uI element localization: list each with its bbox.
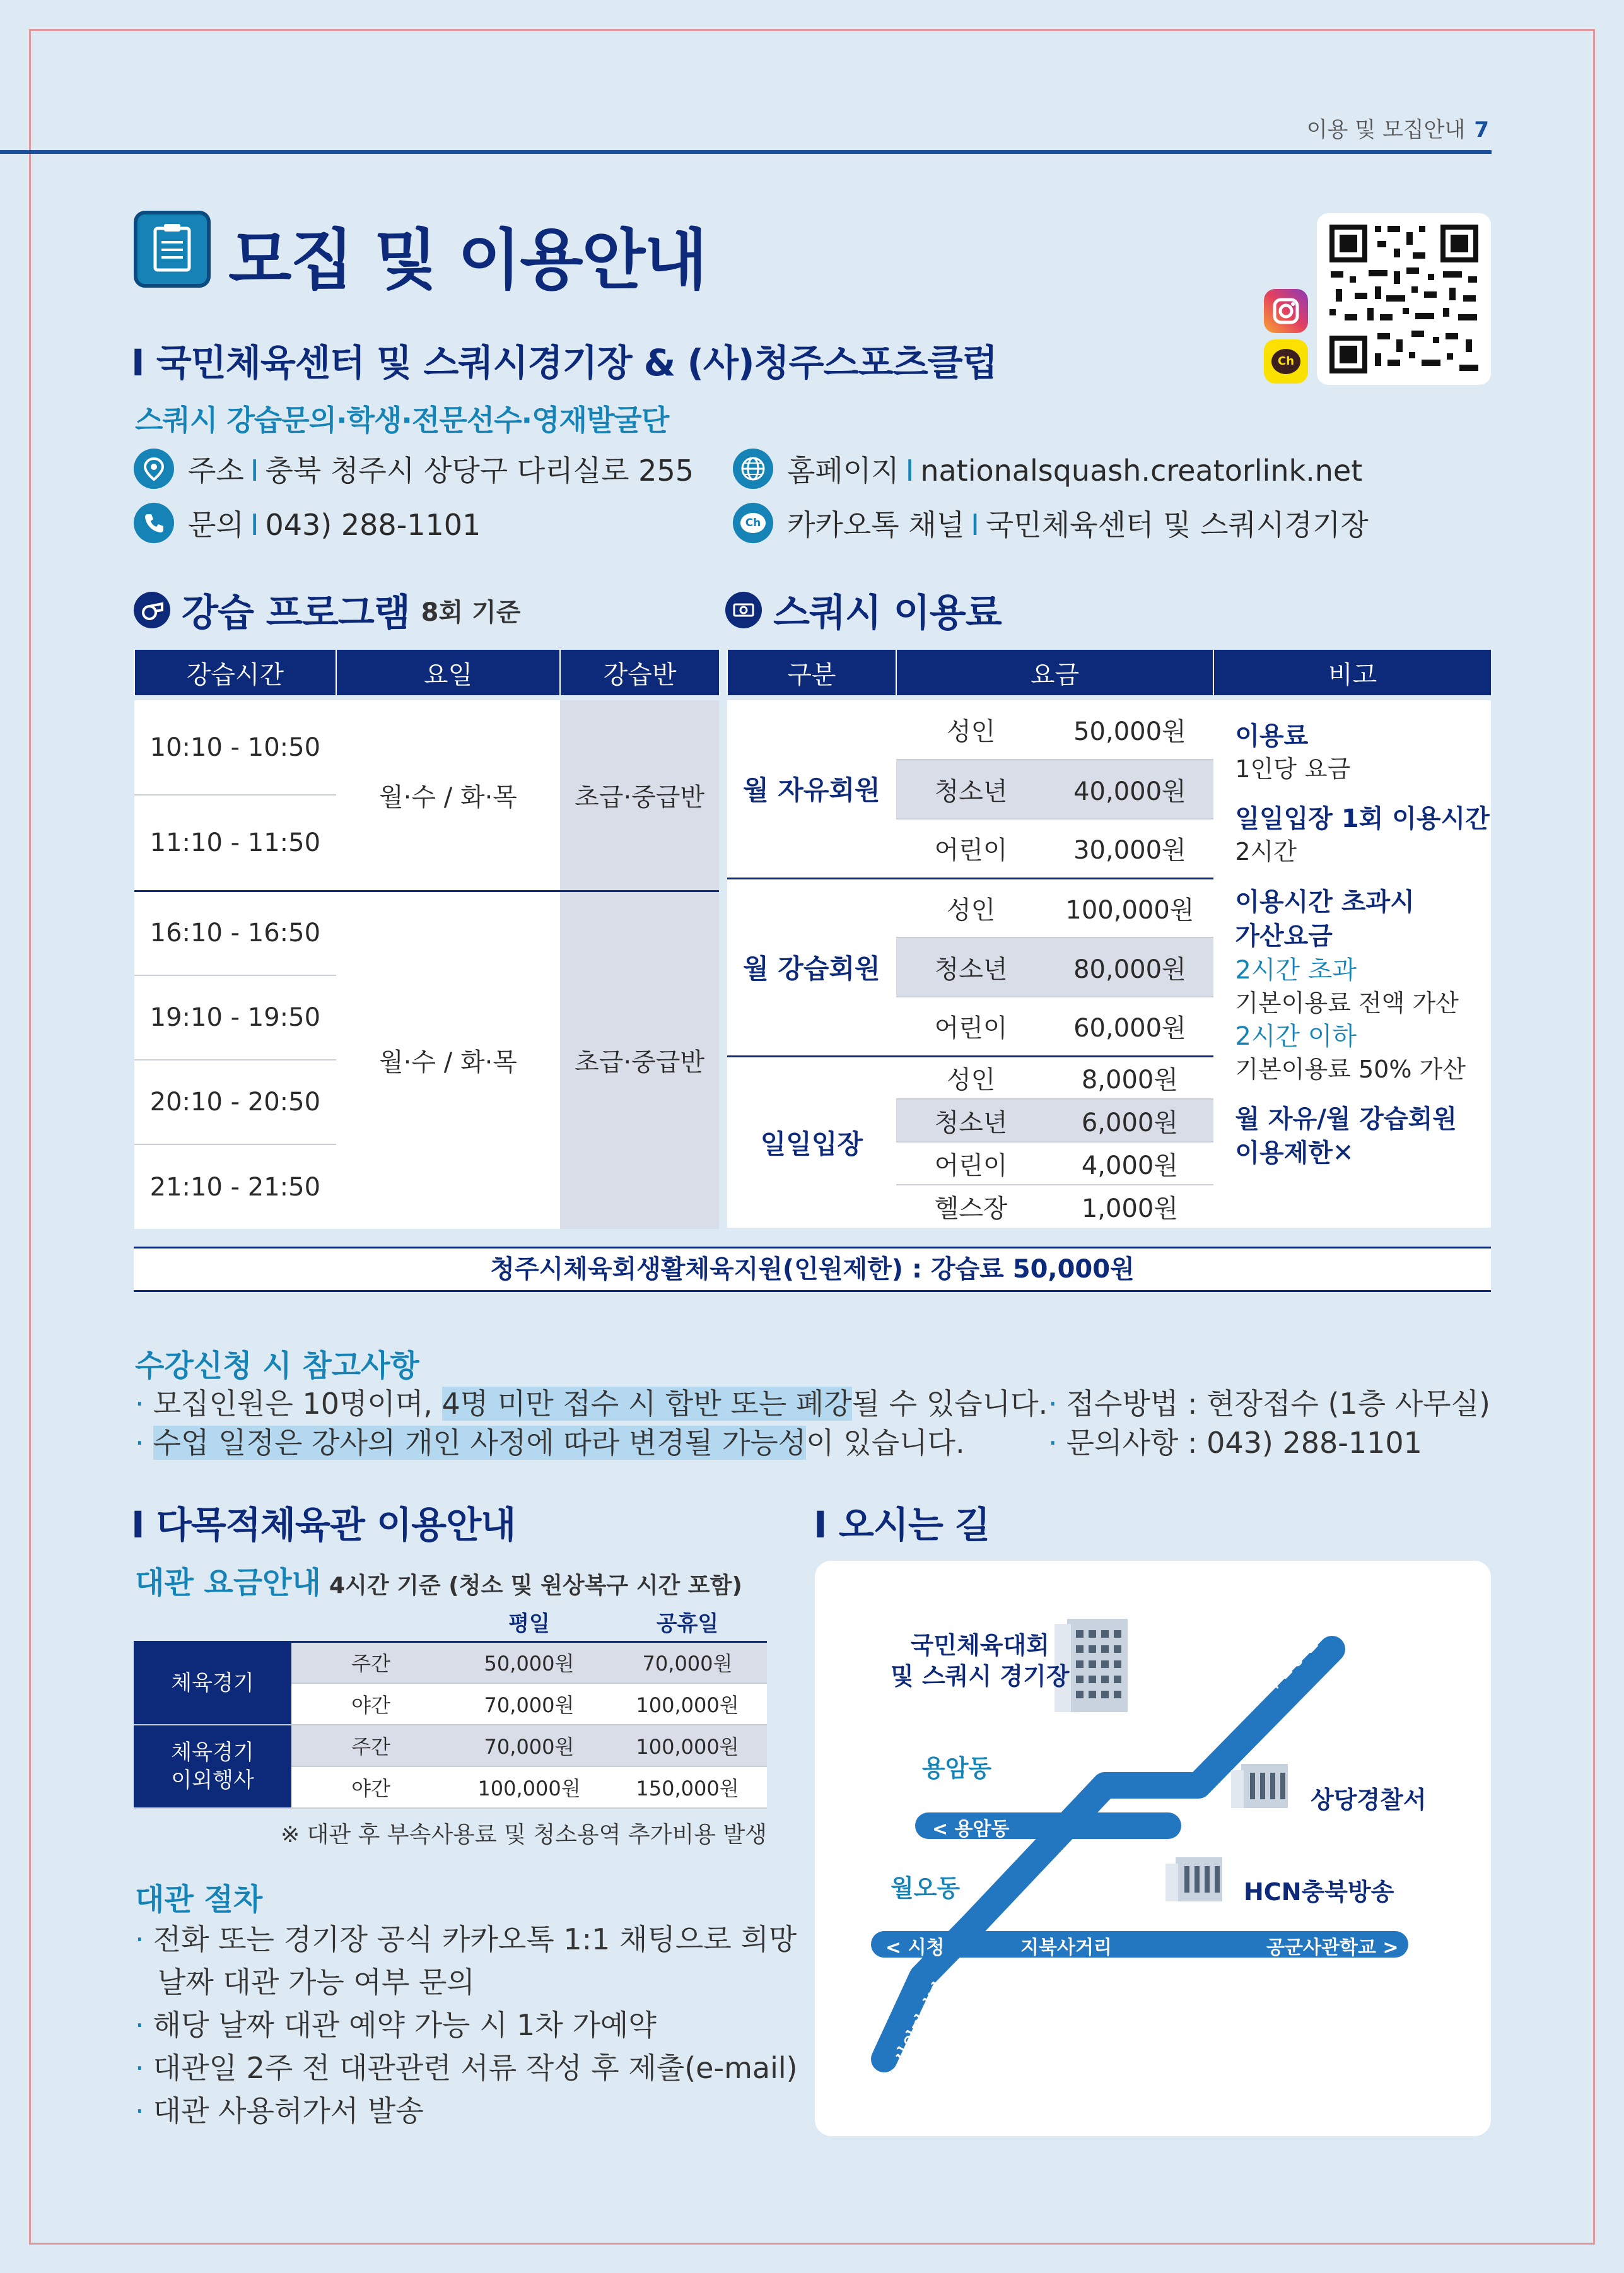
- support-banner: 청주시체육회생활체육지원(인원제한) : 강습료 50,000원: [134, 1247, 1491, 1292]
- procedure-list: [135, 1918, 798, 2132]
- col-time: 강습시간: [134, 650, 336, 695]
- gym-fee: 100,000원: [608, 1683, 767, 1725]
- clipboard-icon: [134, 211, 211, 288]
- kakao-label: 카카오톡 채널: [787, 508, 965, 542]
- note-subtitle: 2시간 초과: [1235, 955, 1357, 985]
- fee-type: 청소년: [896, 937, 1046, 997]
- list-item: · 해당 날짜 대관 예약 가능 시 1차 가예약: [135, 2008, 657, 2042]
- gym-fee: 100,000원: [450, 1766, 608, 1808]
- days-cell: 월·수 / 화·목: [336, 700, 561, 891]
- fee-amount: 80,000원: [1046, 937, 1213, 997]
- reference-line: · 모집인원은 10명이며, 4명 미만 접수 시 합반 또는 폐강될 수 있습니다.: [135, 1387, 1048, 1421]
- hcn-building-icon: [1165, 1857, 1222, 1901]
- fee-amount: 50,000원: [1046, 700, 1213, 760]
- gym-category-line: 이외행사: [171, 1768, 254, 1793]
- fee-group-label: 일일입장: [727, 1056, 896, 1228]
- reference-line: · 수업 일정은 강사의 개인 사정에 따라 변경될 가능성이 있습니다.: [135, 1426, 965, 1460]
- phone-value: 043) 288-1101: [265, 508, 481, 542]
- days-cell: 월·수 / 화·목: [336, 891, 561, 1229]
- header-rule: [0, 150, 1492, 154]
- whistle-icon: [134, 592, 170, 628]
- location-map[interactable]: [815, 1561, 1491, 2136]
- gym-heading: I 다목적체육관 이용안내: [131, 1503, 516, 1546]
- col-class: 강습반: [560, 650, 719, 695]
- globe-icon: [733, 449, 773, 489]
- reference-text: 접수방법 : 현장접수 (1층 사무실): [1066, 1387, 1491, 1421]
- reference-text: 문의사항 : 043) 288-1101: [1066, 1426, 1422, 1460]
- time-slot: 11:10 - 11:50: [134, 795, 336, 891]
- gym-category: 체육경기: [134, 1642, 291, 1725]
- fee-notes: [1213, 700, 1491, 1228]
- phone-label: 문의: [188, 508, 244, 542]
- col-holiday: 공휴일: [656, 1611, 719, 1636]
- step-text: 전화 또는 경기장 공식 카카오톡 1:1 채팅으로 희망: [153, 1922, 797, 1956]
- address-row: 주소 I 충북 청주시 상당구 다리실로 255: [134, 448, 694, 490]
- directions-heading: I 오시는 길: [814, 1503, 990, 1546]
- section-name: 이용 및 모집안내: [1306, 117, 1466, 143]
- gym-fee: 50,000원: [450, 1642, 608, 1683]
- gym-fee: 70,000원: [450, 1683, 608, 1725]
- address-label: 주소: [188, 454, 244, 488]
- list-item: · 대관 사용허가서 발송: [135, 2094, 424, 2128]
- fee-amount: 60,000원: [1046, 997, 1213, 1056]
- col-note: 비고: [1213, 650, 1491, 695]
- fee-type: 헬스장: [896, 1185, 1046, 1228]
- fee-amount: 100,000원: [1046, 878, 1213, 937]
- reference-highlight: 수업 일정은 강사의 개인 사정에 따라 변경될 가능성: [153, 1426, 807, 1460]
- note-title: 가산요금: [1235, 921, 1333, 951]
- fee-type: 어린이: [896, 819, 1046, 878]
- fee-amount: 8,000원: [1046, 1056, 1213, 1099]
- fee-type: 청소년: [896, 760, 1046, 819]
- fee-table: [727, 650, 1491, 1228]
- page-title: 모집 및 이용안내: [228, 221, 706, 298]
- program-title: 강습 프로그램: [182, 591, 410, 635]
- fee-type: 성인: [896, 1056, 1046, 1099]
- yongam-label: 용암동: [922, 1754, 992, 1782]
- gym-category-line: 체육경기: [171, 1739, 254, 1765]
- phone-row: 문의 I 043) 288-1101: [134, 502, 481, 544]
- inquiry-subtitle: 스쿼시 강습문의·학생·전문선수·영재발굴단: [135, 403, 669, 437]
- address-value: 충북 청주시 상당구 다리실로 255: [265, 454, 694, 488]
- time-slot: 21:10 - 21:50: [134, 1144, 336, 1229]
- qr-code[interactable]: [1317, 213, 1491, 385]
- running-header: [1307, 112, 1489, 143]
- col-days: 요일: [336, 650, 561, 695]
- fee-type: 성인: [896, 878, 1046, 937]
- program-table: [134, 650, 719, 1229]
- reference-line: · 문의사항 : 043) 288-1101: [1048, 1426, 1422, 1460]
- police-label: 상당경찰서: [1311, 1786, 1427, 1814]
- web-label: 홈페이지: [787, 454, 899, 488]
- location-pin-icon: [134, 449, 174, 489]
- step-text: 대관일 2주 전 대관관련 서류 작성 후 제출(e-mail): [153, 2051, 798, 2085]
- fee-group-label: 월 강습회원: [727, 878, 896, 1056]
- gym-fee: 100,000원: [608, 1725, 767, 1766]
- fee-type: 성인: [896, 700, 1046, 760]
- note-text: 2시간: [1235, 838, 1297, 866]
- list-item: · 대관일 2주 전 대관관련 서류 작성 후 제출(e-mail): [135, 2051, 798, 2085]
- reference-text: 모집인원은 10명이며,: [153, 1387, 442, 1421]
- time-type: 야간: [291, 1683, 450, 1725]
- gym-fee: 150,000원: [608, 1766, 767, 1808]
- page-number: 7: [1474, 117, 1489, 143]
- gym-fee-heading: [135, 1558, 742, 1602]
- kakao-row: Ch 카카오톡 채널 I 국민체육센터 및 스쿼시경기장: [733, 502, 1369, 544]
- fee-group-label: 월 자유회원: [727, 700, 896, 878]
- reference-text: 될 수 있습니다.: [851, 1387, 1048, 1421]
- class-cell: 초급·중급반: [560, 891, 719, 1229]
- reference-text: 이 있습니다.: [806, 1426, 965, 1460]
- program-heading: [134, 583, 520, 637]
- yongam-road-label: < 용암동: [932, 1818, 1010, 1840]
- note-subtitle: 2시간 이하: [1235, 1021, 1357, 1051]
- step-text: 대관 사용허가서 발송: [153, 2094, 424, 2128]
- procedure-title: 대관 절차: [135, 1882, 263, 1917]
- step-text: 날짜 대관 가능 여부 문의: [158, 1965, 475, 1999]
- time-type: 야간: [291, 1766, 450, 1808]
- note-text: 기본이용료 전액 가산: [1235, 989, 1459, 1017]
- gym-category: [134, 1725, 291, 1808]
- sicheong-label: < 시청: [885, 1937, 945, 1959]
- note-title: 이용료: [1235, 722, 1309, 751]
- col-weekday: 평일: [508, 1611, 550, 1636]
- reference-title: 수강신청 시 참고사항: [135, 1348, 419, 1383]
- fee-amount: 30,000원: [1046, 819, 1213, 878]
- fee-amount: 6,000원: [1046, 1099, 1213, 1142]
- fee-amount: 1,000원: [1046, 1185, 1213, 1228]
- money-icon: [725, 592, 762, 628]
- hcn-label: HCN충북방송: [1244, 1878, 1394, 1906]
- note-text: 기본이용료 50% 가산: [1235, 1055, 1466, 1083]
- time-slot: 16:10 - 16:50: [134, 891, 336, 975]
- phone-icon: [134, 503, 174, 543]
- terminal-label: < 시외터미널: [880, 1978, 953, 2090]
- gym-fee: 70,000원: [450, 1725, 608, 1766]
- web-row: 홈페이지 I nationalsquash.creatorlink.net: [733, 448, 1362, 490]
- col-fee: 요금: [896, 650, 1214, 695]
- venue-label: [891, 1630, 1069, 1693]
- time-type: 주간: [291, 1642, 450, 1683]
- reference-line: · 접수방법 : 현장접수 (1층 사무실): [1048, 1387, 1491, 1421]
- fee-type: 청소년: [896, 1099, 1046, 1142]
- kakao-channel-icon[interactable]: Ch: [1264, 339, 1308, 384]
- note-title: 이용제한✕: [1235, 1139, 1354, 1168]
- venue-label-line: 국민체육대회: [910, 1631, 1049, 1659]
- time-slot: 20:10 - 20:50: [134, 1060, 336, 1144]
- fee-type: 어린이: [896, 1142, 1046, 1185]
- note-title: 월 자유/월 강습회원: [1235, 1105, 1457, 1134]
- jibuk-label: 지북사거리: [1020, 1937, 1112, 1959]
- kakao-channel-icon: Ch: [733, 503, 773, 543]
- list-item: [135, 1961, 798, 2004]
- time-slot: 10:10 - 10:50: [134, 700, 336, 795]
- fee-amount: 40,000원: [1046, 760, 1213, 819]
- gym-fee-title: 대관 요금안내: [135, 1565, 321, 1600]
- instagram-icon[interactable]: [1264, 289, 1308, 333]
- org-heading: I 국민체육센터 및 스쿼시경기장 & (사)청주스포츠클럽: [131, 341, 997, 384]
- time-type: 주간: [291, 1725, 450, 1766]
- fee-amount: 4,000원: [1046, 1142, 1213, 1185]
- list-item: · 전화 또는 경기장 공식 카카오톡 1:1 채팅으로 희망: [135, 1922, 797, 1956]
- gym-fee-note: 4시간 기준 (청소 및 원상복구 시간 포함): [329, 1573, 742, 1599]
- time-slot: 19:10 - 19:50: [134, 975, 336, 1060]
- academy-label: 공군사관학교 >: [1266, 1937, 1399, 1959]
- kakao-value[interactable]: 국민체육센터 및 스쿼시경기장: [985, 508, 1369, 542]
- wolo-label: 월오동: [891, 1874, 961, 1902]
- gym-fee: 70,000원: [608, 1642, 767, 1683]
- fee-type: 어린이: [896, 997, 1046, 1056]
- venue-label-line: 및 스쿼시 경기장: [891, 1662, 1070, 1691]
- step-text: 해당 날짜 대관 예약 가능 시 1차 가예약: [153, 2008, 657, 2042]
- police-building-icon: [1231, 1764, 1288, 1808]
- program-note: 8회 기준: [421, 597, 521, 627]
- note-title: 이용시간 초과시: [1235, 887, 1415, 917]
- web-link[interactable]: nationalsquash.creatorlink.net: [920, 454, 1363, 488]
- reference-highlight: 4명 미만 접수 시 합반 또는 폐강: [441, 1387, 852, 1421]
- park-label: 목련공원 >: [1254, 1615, 1338, 1700]
- gym-fee-table: [134, 1602, 767, 1809]
- fee-title: 스쿼시 이용료: [773, 591, 1002, 635]
- col-category: 구분: [727, 650, 896, 695]
- note-text: 1인당 요금: [1235, 755, 1351, 783]
- class-cell: 초급·중급반: [560, 700, 719, 891]
- note-title: 일일입장 1회 이용시간: [1235, 804, 1490, 834]
- gym-footnote: ※ 대관 후 부속사용료 및 청소용역 추가비용 발생: [280, 1822, 767, 1848]
- fee-heading: [725, 583, 1002, 637]
